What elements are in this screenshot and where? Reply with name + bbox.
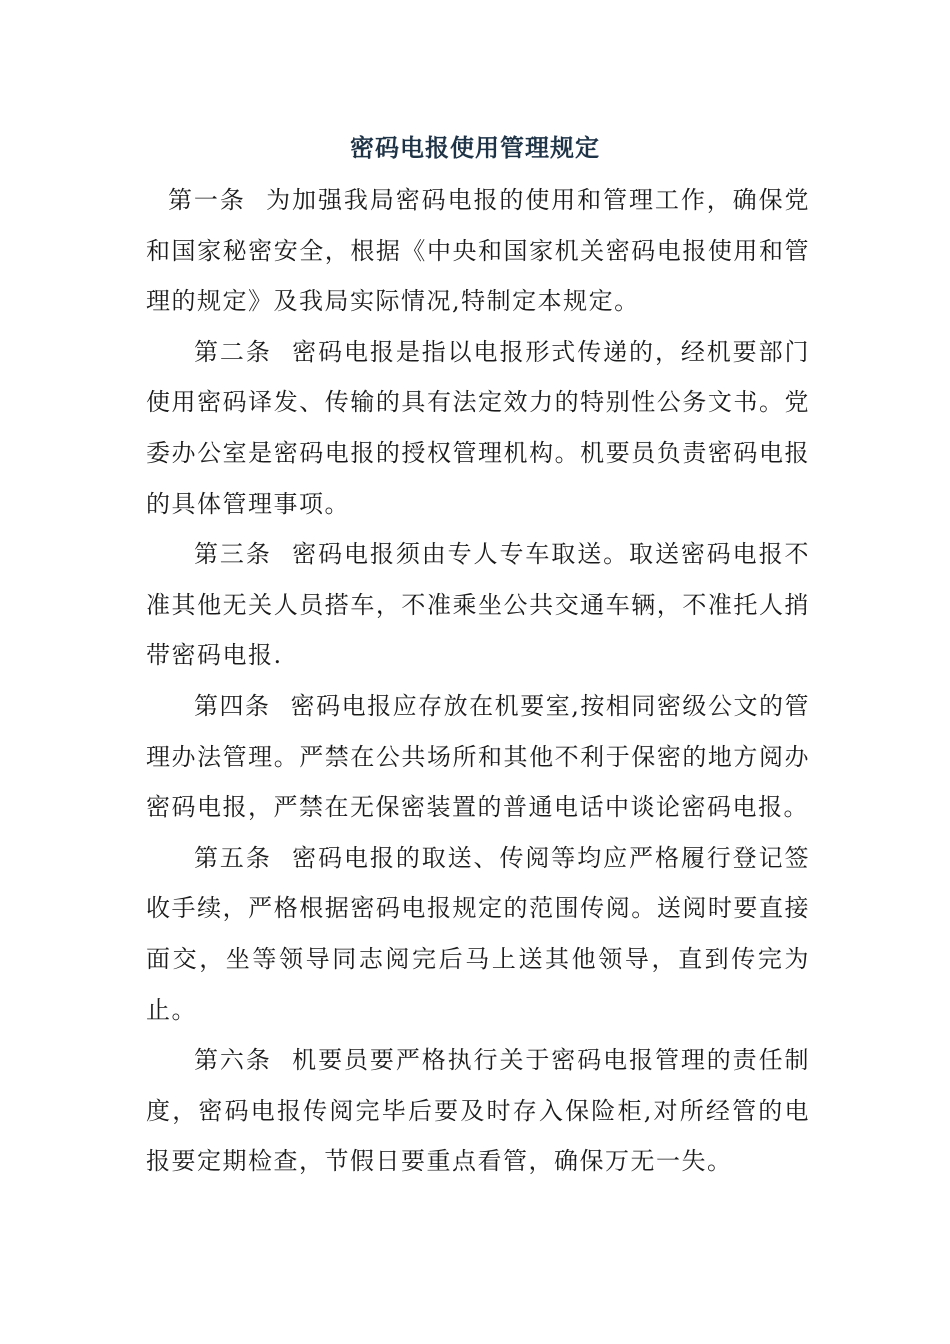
article-5-text: 密码电报的取送、传阅等均应严格履行登记签收手续，严格根据密码电报规定的范围传阅。送阅时要直接面交，坐等领导同志阅完后马上送其他领导，直到传完为止。	[146, 843, 811, 1024]
article-2	[146, 327, 810, 529]
document-body	[146, 175, 810, 1187]
article-5-label: 第五条	[194, 843, 272, 872]
article-6-label: 第六条	[194, 1046, 272, 1075]
article-3	[146, 529, 810, 681]
article-1-label: 第一条	[168, 186, 246, 214]
article-4	[146, 681, 810, 833]
document-title: 密码电报使用管理规定	[350, 133, 600, 162]
article-1	[146, 175, 810, 327]
article-6	[146, 1035, 810, 1187]
article-3-text: 密码电报须由专人专车取送。取送密码电报不准其他无关人员搭车，不准乘坐公共交通车辆，不准托人捎带密码电报.	[146, 540, 811, 670]
article-4-label: 第四条	[194, 691, 271, 720]
article-2-text: 密码电报是指以电报形式传递的，经机要部门使用密码译发、传输的具有法定效力的特别性公务文书。党委办公室是密码电报的授权管理机构。机要员负责密码电报的具体管理事项。	[146, 337, 811, 518]
article-6-text: 机要员要严格执行关于密码电报管理的责任制度，密码电报传阅完毕后要及时存入保险柜,对所经管的电报要定期检查，节假日要重点看管，确保万无一失。	[146, 1046, 811, 1176]
article-2-label: 第二条	[194, 337, 272, 366]
article-5	[146, 833, 810, 1035]
article-1-text: 为加强我局密码电报的使用和管理工作，确保党和国家秘密安全，根据《中央和国家机关密码电报使用和管理的规定》及我局实际情况,特制定本规定。	[146, 186, 810, 316]
article-3-label: 第三条	[194, 540, 272, 569]
article-4-text: 密码电报应存放在机要室,按相同密级公文的管理办法管理。严禁在公共场所和其他不利于保密的地方阅办密码电报，严禁在无保密装置的普通电话中谈论密码电报。	[146, 691, 810, 822]
